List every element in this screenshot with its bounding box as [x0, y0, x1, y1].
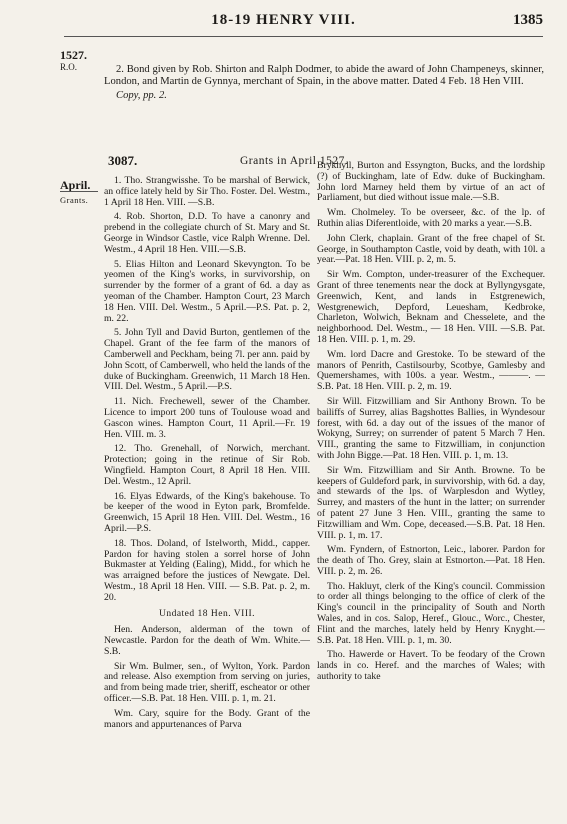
grant-item: Tho. Hawerde or Havert. To be feodary of the Crown lands in co. Heref. and the marches of Wales; with authority to take: [317, 649, 545, 683]
intro-copy-note: Copy, pp. 2.: [116, 90, 167, 101]
running-title: 18-19 HENRY VIII.: [211, 12, 356, 28]
grant-item: Sir Wm. Bulmer, sen., of Wylton, York. Pardon and release. Also exemption from serving on juries, and from being made trier, sheriff, escheator or other officer.—S.B. Pat. 18 Hen. VIII. p. 1, m. 21.: [104, 660, 310, 705]
grant-item: 4. Rob. Shorton, D.D. To have a canonry and prebend in the collegiate church of St. Mary and St. George in Windsor Castle, vice Ralph Wrenne. Del. Westm., 4 April 18 Hen. VIII.—S.B.: [104, 211, 310, 255]
grant-item: Sir Wm. Compton, under-treasurer of the Exchequer. Grant of three tenements near the dock at Byllyngysgate, Greenwich, Kent, and lands in Estgrenewich, Westgrenewich, Depford, Leuesham, Kedbroke, Charleton, Wolwich, Beknam and Chesselete, and the neighborhood. Del. Westm., — 18 Hen. VIII. —S.B. Pat. 18 Hen. VIII. p. 1, m. 29.: [317, 269, 545, 345]
margin-section: Grants.: [60, 195, 89, 205]
grant-item: 1. Tho. Strangwisshe. To be marshal of Berwick, an office lately held by Sir Tho. Foster. Del. Westm., 1 April 18 Hen. VIII. —S.B.: [104, 175, 310, 208]
grant-item-continued: Brykhyll, Burton and Essyngton, Bucks, and the lordship (?) of Buckingham, late of Edw. duke of Buckingham. John lord Marney held them by virtue of an act of Parliament, but died without issue male.—S.B.: [317, 160, 545, 204]
intro-paragraph: [104, 64, 544, 102]
grant-item: Wm. Cholmeley. To be overseer, &c. of the lp. of Ruthin alias Diferentloide, with 20 marks a year.—S.B.: [317, 207, 545, 229]
grant-item: 16. Elyas Edwards, of the King's bakehouse. To be keeper of the wood in Eyton park, Bromfelde. Greenwich, 15 April 18 Hen. VIII. Del. Westm., 16 April.—P.S.: [104, 490, 310, 534]
page-number: 1385: [513, 12, 543, 28]
grant-item: John Clerk, chaplain. Grant of the free chapel of St. George, in Southampton Castle, void by death, with 10l. a year.—Pat. 18 Hen. VIII. p. 2, m. 5.: [317, 232, 545, 266]
margin-source: R.O.: [60, 62, 78, 72]
grant-item: Tho. Hakluyt, clerk of the King's council. Commission to order all things belonging to the office of clerk of the King's council in the principality of South and North Wales, and in cos. Salop, Heref., Glouc., Worc., Chester, Flint and the marches, lately held by Henry Knyght.—S.B. Pat. 18 Hen. VIII. p. 1, m. 30.: [317, 580, 545, 646]
grant-item: Hen. Anderson, alderman of the town of Newcastle. Pardon for the death of Wm. White.—S.B.: [104, 624, 310, 657]
grant-item: Wm. Fyndern, of Estnorton, Leic., laborer. Pardon for the death of Tho. Grey, slain at Estnorton.—Pat. 18 Hen. VIII. p. 2, m. 26.: [317, 544, 545, 577]
grant-item: 5. Elias Hilton and Leonard Skevyngton. To be yeomen of the King's works, in survivorship, on surrender by the former of a grant of 6d. a day as yeoman of the Chamber. Hampton Court, 23 March 18 Hen. VIII. Del. Westm., 5 April.—P.S. Pat. p. 2, m. 22.: [104, 258, 310, 324]
grant-item: Sir Wm. Fitzwilliam and Sir Anth. Browne. To be keepers of Guldeford park, in survivorship, with 6d. a day, and stewards of the lps. of Warplesdon and Wytley, Surrey, and masters of the hunt in the latter; on surrender of patent 27 June 3 Hen. VIII., granting the same to Fitzwilliam and Wm. Cope, deceased.—S.B. Pat. 18 Hen. VIII. p. 1, m. 17.: [317, 464, 545, 541]
left-column: [104, 176, 310, 734]
entry-number: 3087.: [108, 153, 138, 168]
margin-year: 1527.: [60, 48, 87, 62]
grant-item: 18. Thos. Doland, of Istelworth, Midd., capper. Pardon for having stolen a sorrel horse of John Bukmaster at Yelding (Ealing), Midd., for which he was arraigned before the justices of Newgate. Del. Westm., 18 April 18 Hen. VIII. — S.B. Pat. p. 2, m. 20.: [104, 537, 310, 603]
grant-item: Wm. lord Dacre and Grestoke. To be steward of the manors of Penrith, Castilsourby, Scotbye, Gamlesby and Quemershames, with 100s. a year. Westm., ———. —S.B. Pat. 18 Hen. VIII. p. 2, m. 19.: [317, 348, 545, 393]
right-column: [317, 161, 545, 687]
grant-item: 11. Nich. Frechewell, sewer of the Chamber. Licence to import 200 tuns of Toulouse woad and Gascon wines. Hampton Court, 11 April.—Fr. 19 Hen. VIII. m. 3.: [104, 396, 310, 440]
entry-heading: Grants in April 1527.: [240, 155, 349, 167]
grant-item: Sir Will. Fitzwilliam and Sir Anthony Brown. To be bailiffs of Surrey, alias Bagshottes Ballies, in Wyndesour forest, with 6d. a day out of the issues of the manor of Wokyng, Surrey; on surrender of patent 5 March 7 Hen. VIII., granting the same to Fitzwilliam, in conjunction with John Bigge.—Pat. 18 Hen. VIII. p. 1, m. 13.: [317, 395, 545, 461]
undated-heading: Undated 18 Hen. VIII.: [158, 609, 256, 620]
intro-text: 2. Bond given by Rob. Shirton and Ralph Dodmer, to abide the award of John Champeneys, skinner, London, and Martin de Gynnya, merchant of Spain, in the above matter. Dated 4 Feb. 18 Hen VIII.: [104, 64, 544, 87]
margin-month: April.: [60, 178, 91, 192]
grant-item: 5. John Tyll and David Burton, gentlemen of the Chapel. Grant of the fee farm of the manors of Camberwell and Peckham, being 7l. per ann. paid by John Scott, of Camberwell, who held the lands of the duke of Buckingham. Greenwich, 11 March 18 Hen. VIII. Del. Westm., 5 April.—P.S.: [104, 327, 310, 393]
margin-rule: [60, 191, 98, 192]
grant-item: 12. Tho. Grenehall, of Norwich, merchant. Protection; going in the retinue of Sir Rob. Wingfield. Hampton Court, 8 April 18 Hen. VIII. Del. Westm., 12 April.: [104, 443, 310, 487]
header-rule: [64, 36, 543, 37]
page-header: [0, 12, 567, 32]
grant-item: Wm. Cary, squire for the Body. Grant of the manors and appurtenances of Parva: [104, 707, 310, 730]
